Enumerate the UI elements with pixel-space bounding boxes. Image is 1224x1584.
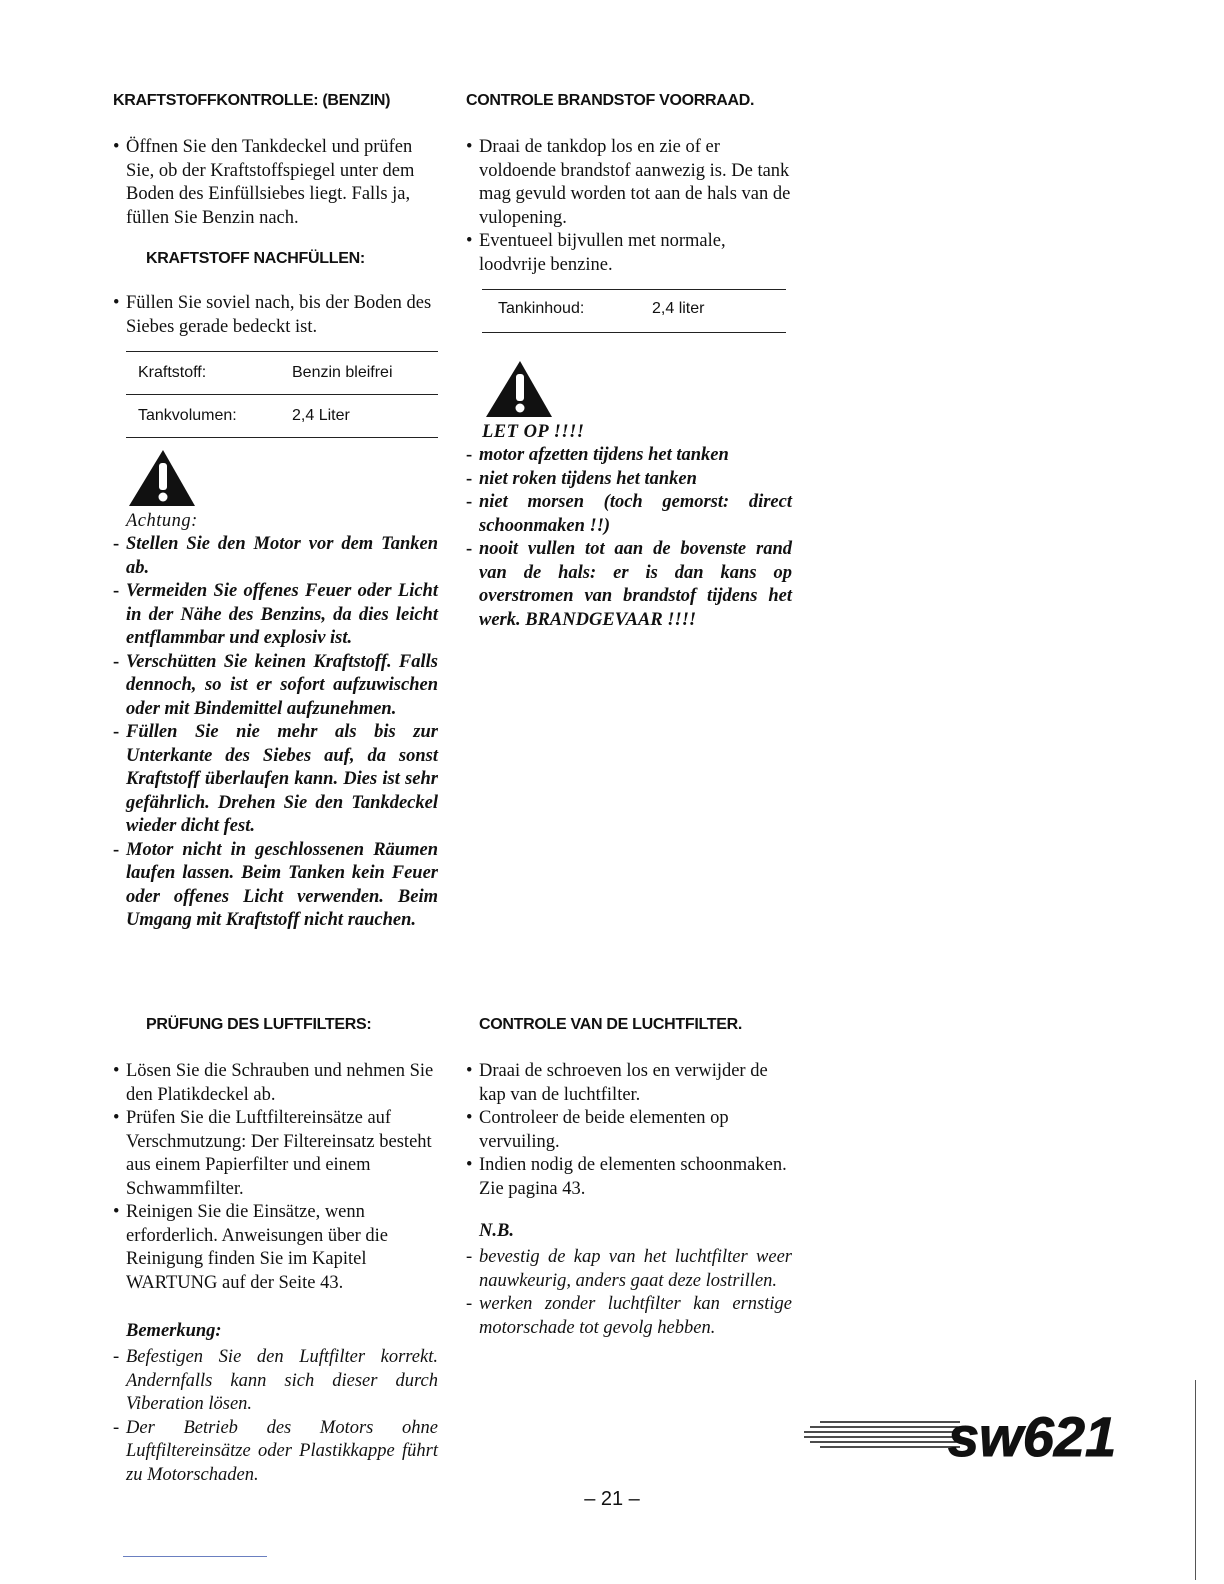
fuel-check-list-nl	[466, 136, 792, 277]
list-item: - Vermeiden Sie offenes Feuer oder Licht in der Nähe des Benzins, da dies leicht entflammbar und explosiv ist.	[113, 580, 438, 651]
list-item: - Befestigen Sie den Luftfilter korrekt. Andernfalls kann sich dieser durch Viberation lösen.	[113, 1346, 438, 1417]
list-item: • Prüfen Sie die Luftfiltereinsätze auf Verschmutzung: Der Filtereinsatz besteht aus einem Papierfilter und einem Schwammfilter.	[113, 1107, 438, 1201]
list-item: - Motor nicht in geschlossenen Räumen laufen lassen. Beim Tanken kein Feuer oder offenes Licht verwenden. Beim Umgang mit Kraftstoff nicht rauchen.	[113, 839, 438, 933]
fuel-check-heading-de: KRAFTSTOFFKONTROLLE: (BENZIN)	[113, 92, 391, 109]
divider	[1195, 1380, 1196, 1580]
note-list-nl	[466, 1246, 792, 1340]
spec-value: 2,4 liter	[640, 290, 786, 333]
list-item: • Füllen Sie soviel nach, bis der Boden des Siebes gerade bedeckt ist.	[113, 292, 438, 339]
warning-title-nl: LET OP !!!!	[482, 422, 585, 442]
table-row	[126, 395, 438, 438]
list-item: • Draai de tankdop los en zie of er voldoende brandstof aanwezig is. De tank mag gevuld worden tot aan de hals van de vulopening.	[466, 136, 792, 230]
air-filter-heading-nl: CONTROLE VAN DE LUCHTFILTER.	[479, 1016, 742, 1033]
warning-list-nl	[466, 444, 792, 632]
note-title-de: Bemerkung:	[126, 1321, 222, 1341]
fuel-check-list-de	[113, 136, 438, 230]
spec-label: Tankvolumen:	[126, 395, 280, 438]
warning-list-de	[113, 533, 438, 933]
warning-triangle-icon	[480, 359, 560, 421]
german-air-filter-section	[113, 1016, 438, 1487]
list-item: - werken zonder luchtfilter kan ernstige motorschade tot gevolg hebben.	[466, 1293, 792, 1340]
list-item: - niet roken tijdens het tanken	[466, 468, 792, 492]
spec-value: 2,4 Liter	[280, 395, 438, 438]
list-item: - Verschütten Sie keinen Kraftstoff. Falls dennoch, so ist er sofort aufzuwischen oder mit Bindemittel aufzunehmen.	[113, 651, 438, 722]
list-item: • Controleer de beide elementen op vervuiling.	[466, 1107, 792, 1154]
divider	[123, 1556, 267, 1557]
refuel-heading-de: KRAFTSTOFF NACHFÜLLEN:	[146, 250, 365, 267]
air-filter-list-nl	[466, 1060, 792, 1201]
page-number: – 21 –	[584, 1488, 640, 1510]
fuel-spec-table-de	[126, 351, 438, 438]
spec-value: Benzin bleifrei	[280, 352, 438, 395]
list-item: • Draai de schroeven los en verwijder de kap van de luchtfilter.	[466, 1060, 792, 1107]
table-row	[126, 352, 438, 395]
air-filter-list-de	[113, 1060, 438, 1295]
list-item: - motor afzetten tijdens het tanken	[466, 444, 792, 468]
warning-title-de: Achtung:	[126, 511, 198, 531]
fuel-spec-table-nl	[482, 289, 786, 333]
list-item: - niet morsen (toch gemorst: direct schoonmaken !!)	[466, 491, 792, 538]
sw621-logo	[800, 1396, 1160, 1466]
warning-triangle-icon	[123, 448, 203, 510]
note-list-de	[113, 1346, 438, 1487]
list-item: - Der Betrieb des Motors ohne Luftfiltereinsätze oder Plastikkappe führt zu Motorschaden.	[113, 1417, 438, 1488]
list-item: • Öffnen Sie den Tankdeckel und prüfen Sie, ob der Kraftstoffspiegel unter dem Boden des Einfüllsiebes liegt. Falls ja, füllen Sie Benzin nach.	[113, 136, 438, 230]
fuel-check-heading-nl: CONTROLE BRANDSTOF VOORRAAD.	[466, 92, 755, 109]
list-item: - Füllen Sie nie mehr als bis zur Unterkante des Siebes auf, da sonst Kraftstoff überlaufen kann. Dies ist sehr gefährlich. Drehen Sie den Tankdeckel wieder dicht fest.	[113, 721, 438, 839]
refuel-list-de	[113, 292, 438, 339]
list-item: • Eventueel bijvullen met normale, loodvrije benzine.	[466, 230, 792, 277]
list-item: - bevestig de kap van het luchtfilter weer nauwkeurig, anders gaat deze lostrillen.	[466, 1246, 792, 1293]
spec-label: Tankinhoud:	[482, 290, 640, 333]
dutch-air-filter-section	[466, 1016, 792, 1340]
dutch-column	[466, 92, 792, 632]
list-item: - nooit vullen tot aan de bovenste rand van de hals: er is dan kans op overstromen van brandstof tijdens het werk. BRANDGEVAAR !!!!	[466, 538, 792, 632]
logo-text: sw621	[948, 1405, 1117, 1466]
spec-label: Kraftstoff:	[126, 352, 280, 395]
list-item: • Reinigen Sie die Einsätze, wenn erforderlich. Anweisungen über die Reinigung finden Sie im Kapitel WARTUNG auf der Seite 43.	[113, 1201, 438, 1295]
list-item: • Lösen Sie die Schrauben und nehmen Sie den Platikdeckel ab.	[113, 1060, 438, 1107]
german-column	[113, 92, 438, 933]
table-row	[482, 290, 786, 333]
list-item: - Stellen Sie den Motor vor dem Tanken ab.	[113, 533, 438, 580]
note-title-nl: N.B.	[479, 1221, 514, 1241]
list-item: • Indien nodig de elementen schoonmaken. Zie pagina 43.	[466, 1154, 792, 1201]
air-filter-heading-de: PRÜFUNG DES LUFTFILTERS:	[146, 1016, 372, 1033]
